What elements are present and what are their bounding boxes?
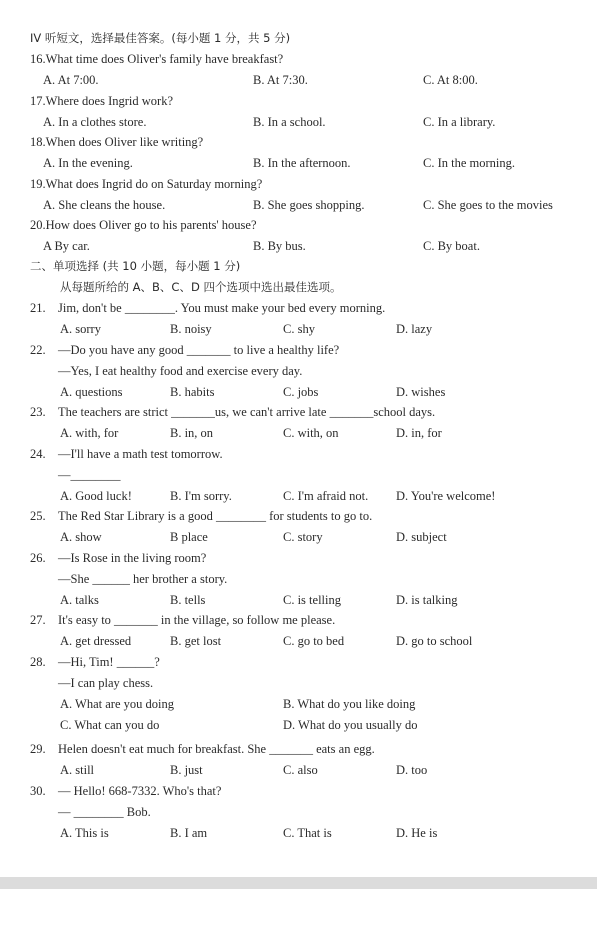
question-number: 25. [30, 509, 46, 523]
question-number: 16. [30, 52, 46, 66]
question-line: —Yes, I eat healthy food and exercise every day. [58, 364, 303, 378]
option-c: C. shy [283, 322, 315, 336]
option-a: A. still [60, 763, 95, 777]
question-text: Where does Ingrid work? [45, 94, 174, 108]
option-d: D. subject [396, 530, 447, 544]
option-a: A By car. [43, 239, 90, 253]
option-b: B. tells [170, 593, 206, 607]
section-2-instruction: 从每题所给的 A、B、C、D 四个选项中选出最佳选项。 [60, 280, 342, 294]
question-number: 22. [30, 343, 46, 357]
option-a: A. What are you doing [60, 697, 174, 711]
option-c: C. That is [283, 826, 332, 840]
question-line: — ________ Bob. [58, 805, 151, 819]
question-number: 24. [30, 447, 46, 461]
option-d: D. in, for [396, 426, 442, 440]
option-d: D. lazy [396, 322, 433, 336]
question-stem [30, 134, 203, 150]
option-b: B. In the afternoon. [253, 156, 351, 170]
option-d: D. is talking [396, 593, 458, 607]
option-a: A. sorry [60, 322, 101, 336]
option-d: D. You're welcome! [396, 489, 496, 503]
option-c: C. What can you do [60, 718, 160, 732]
question-stem [30, 176, 262, 192]
option-b: B. She goes shopping. [253, 198, 365, 212]
option-a: A. This is [60, 826, 109, 840]
question-number: 21. [30, 301, 46, 315]
question-text: What does Ingrid do on Saturday morning? [45, 177, 263, 191]
option-a: A. She cleans the house. [43, 198, 166, 212]
option-b: B. I'm sorry. [170, 489, 232, 503]
question-line: —I can play chess. [58, 676, 154, 690]
question-number: 23. [30, 405, 46, 419]
question-stem [30, 217, 257, 233]
option-c: C. By boat. [423, 239, 480, 253]
question-line: —I'll have a math test tomorrow. [58, 447, 223, 461]
option-c: C. story [283, 530, 323, 544]
question-number: 17. [30, 94, 46, 108]
option-d: D. What do you usually do [283, 718, 418, 732]
option-b: B. in, on [170, 426, 214, 440]
option-a: A. Good luck! [60, 489, 132, 503]
question-stem [30, 51, 283, 67]
option-b: B. get lost [170, 634, 222, 648]
option-c: C. jobs [283, 385, 319, 399]
option-c: C. In the morning. [423, 156, 516, 170]
question-number: 27. [30, 613, 46, 627]
option-a: A. questions [60, 385, 123, 399]
section-4-heading: IV 听短文，选择最佳答案。(每小题 1 分，共 5 分) [30, 31, 291, 45]
option-c: C. also [283, 763, 318, 777]
option-d: D. go to school [396, 634, 473, 648]
question-number: 26. [30, 551, 46, 565]
option-d: D. wishes [396, 385, 446, 399]
question-number: 18. [30, 135, 46, 149]
option-a: A. In the evening. [43, 156, 133, 170]
question-line: It's easy to _______ in the village, so follow me please. [58, 613, 336, 627]
option-b: B. habits [170, 385, 215, 399]
option-a: A. talks [60, 593, 99, 607]
question-number: 28. [30, 655, 46, 669]
option-c: C. is telling [283, 593, 341, 607]
option-c: C. In a library. [423, 115, 496, 129]
option-c: C. At 8:00. [423, 73, 478, 87]
option-b: B. I am [170, 826, 208, 840]
question-text: What time does Oliver's family have breakfast? [45, 52, 284, 66]
question-line: Helen doesn't eat much for breakfast. She _______ eats an egg. [58, 742, 375, 756]
option-b: B. At 7:30. [253, 73, 308, 87]
option-c: C. go to bed [283, 634, 345, 648]
option-b: B. By bus. [253, 239, 306, 253]
question-line: —Hi, Tim! ______? [58, 655, 160, 669]
option-b: B. just [170, 763, 203, 777]
option-b: B. What do you like doing [283, 697, 416, 711]
option-d: D. He is [396, 826, 438, 840]
question-line: —Do you have any good _______ to live a healthy life? [58, 343, 340, 357]
option-a: A. with, for [60, 426, 119, 440]
option-b: B. noisy [170, 322, 212, 336]
question-number: 29. [30, 742, 46, 756]
question-number: 30. [30, 784, 46, 798]
option-a: A. show [60, 530, 102, 544]
bottom-divider [0, 877, 597, 889]
section-2-heading: 二、单项选择 (共 10 小题，每小题 1 分) [30, 259, 241, 273]
option-b: B place [170, 530, 208, 544]
question-line: Jim, don't be ________. You must make your bed every morning. [58, 301, 386, 315]
option-a: A. At 7:00. [43, 73, 99, 87]
question-line: —She ______ her brother a story. [58, 572, 228, 586]
option-b: B. In a school. [253, 115, 326, 129]
question-line: The teachers are strict _______us, we can't arrive late _______school days. [58, 405, 436, 419]
option-a: A. In a clothes store. [43, 115, 147, 129]
option-d: D. too [396, 763, 428, 777]
question-number: 19. [30, 177, 46, 191]
question-line: The Red Star Library is a good ________ for students to go to. [58, 509, 373, 523]
option-c: C. I'm afraid not. [283, 489, 369, 503]
question-line: — Hello! 668-7332. Who's that? [58, 784, 222, 798]
option-c: C. with, on [283, 426, 339, 440]
option-c: C. She goes to the movies [423, 198, 553, 212]
question-text: When does Oliver like writing? [45, 135, 204, 149]
option-a: A. get dressed [60, 634, 132, 648]
question-stem [30, 93, 173, 109]
question-line: —Is Rose in the living room? [58, 551, 207, 565]
question-line: —________ [58, 468, 121, 482]
question-text: How does Oliver go to his parents' house? [45, 218, 257, 232]
question-number: 20. [30, 218, 46, 232]
